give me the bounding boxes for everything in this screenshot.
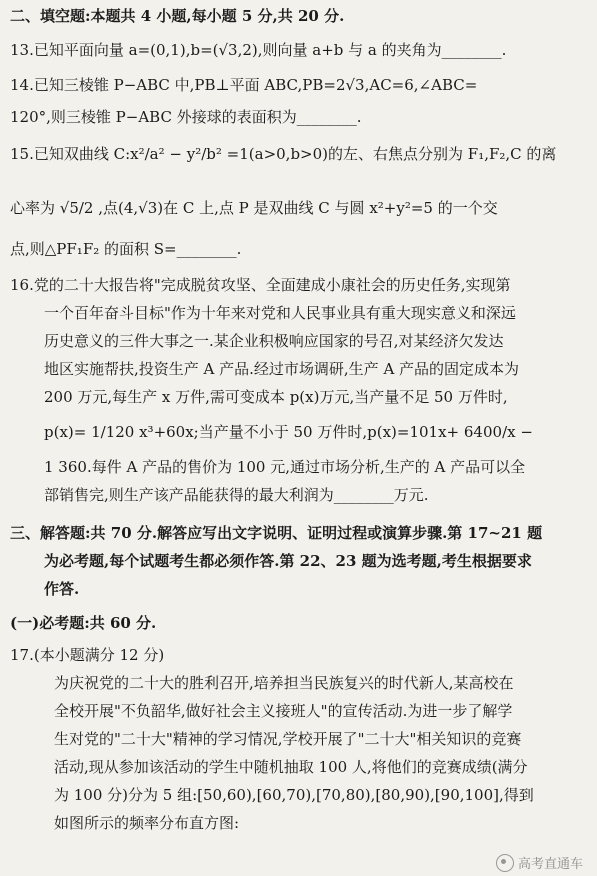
- question-14-line-1: 14.已知三棱锥 P−ABC 中,PB⊥平面 ABC,PB=2√3,AC=6,∠ABC=: [10, 76, 478, 94]
- question-16-line-1: 16.党的二十大报告将"完成脱贫攻坚、全面建成小康社会的历史任务,实现第: [10, 276, 511, 294]
- question-13: 13.已知平面向量 a=(0,1),b=(√3,2),则向量 a+b 与 a 的夹角为________.: [10, 41, 507, 59]
- question-17-line-3: 生对党的"二十大"精神的学习情况,学校开展了"二十大"相关知识的竞赛: [54, 730, 522, 748]
- question-16-line-8: 部销售完,则生产该产品能获得的最大利润为________万元.: [44, 486, 429, 504]
- watermark-text: 高考直通车: [517, 857, 583, 872]
- question-17-line-6: 如图所示的频率分布直方图:: [54, 814, 240, 832]
- section3-line-2: 为必考题,每个试题考生都必须作答.第 22、23 题为选考题,考生根据要求: [44, 552, 532, 570]
- question-15-line-3: 点,则△PF₁F₂ 的面积 S=________.: [10, 240, 242, 258]
- question-14-line-2: 120°,则三棱锥 P−ABC 外接球的表面积为________.: [10, 108, 362, 126]
- question-16-line-7: 1 360.每件 A 产品的售价为 100 元,通过市场分析,生产的 A 产品可以全: [44, 458, 526, 476]
- watermark: [496, 853, 583, 872]
- section3-line-3: 作答.: [44, 580, 80, 598]
- section3-line-1: 三、解答题:共 70 分.解答应写出文字说明、证明过程或演算步骤.第 17~21 题: [10, 524, 543, 542]
- question-16-line-5: 200 万元,每生产 x 万件,需可变成本 p(x)万元,当产量不足 50 万件时,: [44, 388, 508, 406]
- question-16-line-4: 地区实施帮扶,投资生产 A 产品.经过市场调研,生产 A 产品的固定成本为: [44, 360, 520, 378]
- question-17-line-4: 活动,现从参加该活动的学生中随机抽取 100 人,将他们的竞赛成绩(满分: [54, 758, 528, 776]
- question-17-line-2: 全校开展"不负韶华,做好社会主义接班人"的宣传活动.为进一步了解学: [54, 702, 513, 720]
- question-16-line-2: 一个百年奋斗目标"作为十年来对党和人民事业具有重大现实意义和深远: [44, 304, 516, 322]
- section2-header: 二、填空题:本题共 4 小题,每小题 5 分,共 20 分.: [10, 7, 345, 25]
- question-15-line-1: 15.已知双曲线 C:x²/a² − y²/b² =1(a>0,b>0)的左、右焦点分别为 F₁,F₂,C 的离: [10, 145, 557, 163]
- question-17-line-5: 为 100 分)分为 5 组:[50,60),[60,70),[70,80),[80,90),[90,100],得到: [54, 786, 534, 804]
- wechat-account-icon: [496, 854, 514, 872]
- question-15-line-2: 心率为 √5/2 ,点(4,√3)在 C 上,点 P 是双曲线 C 与圆 x²+y²=5 的一个交: [10, 199, 498, 217]
- question-17-header: 17.(本小题满分 12 分): [10, 646, 165, 664]
- subsection-required-header: (一)必考题:共 60 分.: [10, 614, 157, 632]
- question-16-line-6: p(x)= 1/120 x³+60x;当产量不小于 50 万件时,p(x)=101x+ 6400/x −: [44, 423, 533, 441]
- question-16-line-3: 历史意义的三件大事之一.某企业积极响应国家的号召,对某经济欠发达: [44, 332, 504, 350]
- question-17-line-1: 为庆祝党的二十大的胜利召开,培养担当民族复兴的时代新人,某高校在: [54, 674, 514, 692]
